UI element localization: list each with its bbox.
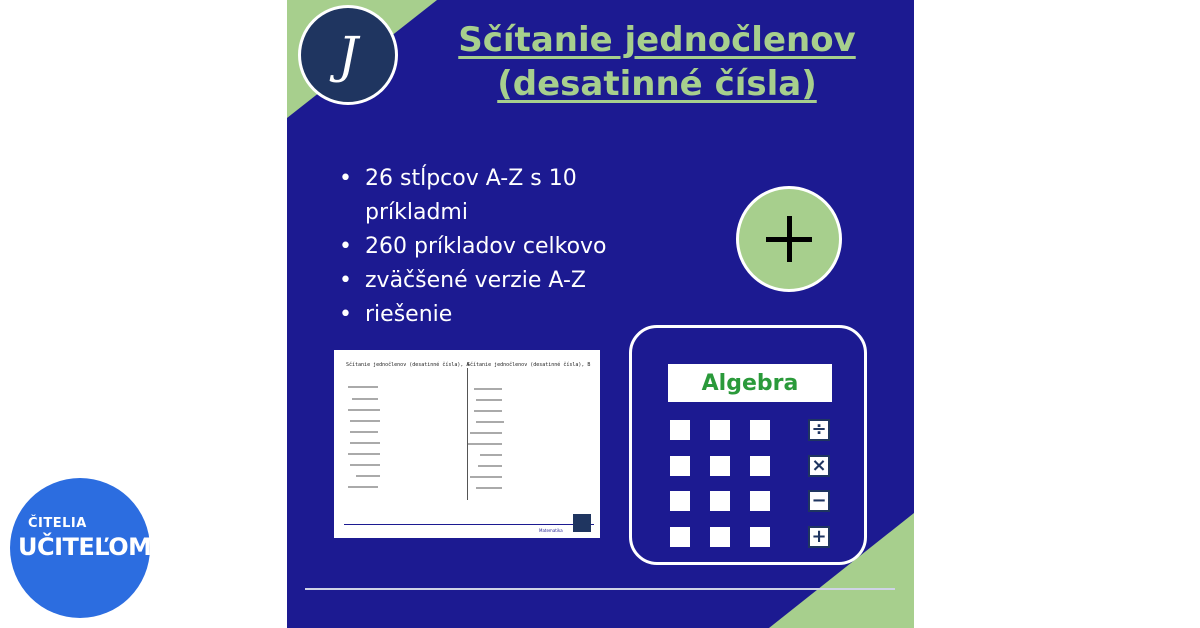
feature-item: • zväčšené verzie A-Z — [337, 264, 627, 298]
worksheet-preview — [334, 350, 600, 538]
feature-list — [337, 162, 627, 332]
calculator-icon — [573, 514, 591, 532]
multiply-icon: × — [808, 455, 830, 477]
preview-divider — [467, 368, 468, 500]
calculator-key — [710, 420, 730, 440]
calculator-key — [710, 527, 730, 547]
calculator-key — [750, 456, 770, 476]
calculator-key — [750, 420, 770, 440]
title-line-1: Sčítanie jednočlenov — [458, 20, 856, 60]
letter-badge — [298, 5, 398, 105]
logo-line-2: UČITEĽOM.SK — [18, 533, 196, 561]
minus-icon: − — [808, 490, 830, 512]
calculator-key — [670, 420, 690, 440]
calculator-key — [710, 491, 730, 511]
title-line-2: (desatinné čísla) — [497, 64, 817, 104]
feature-item: • riešenie — [337, 298, 627, 332]
calculator-key — [670, 527, 690, 547]
plus-icon — [736, 186, 842, 292]
preview-title-b: Sčítanie jednočlenov (desatinné čísla), B — [467, 362, 591, 368]
bottom-divider — [305, 588, 895, 590]
calculator-key — [710, 456, 730, 476]
calculator-key — [670, 491, 690, 511]
calculator-key — [750, 491, 770, 511]
divide-icon: ÷ — [808, 419, 830, 441]
preview-footer-line — [344, 524, 594, 525]
calculator-key — [670, 456, 690, 476]
calculator-key — [750, 527, 770, 547]
preview-title-a: Sčítanie jednočlenov (desatinné čísla), A — [346, 362, 470, 368]
brand-logo — [10, 478, 196, 618]
logo-line-1: ČITELIA — [28, 516, 87, 531]
feature-item: • 26 stĺpcov A-Z s 10 príkladmi — [337, 162, 627, 230]
badge-letter: J — [337, 26, 359, 84]
promo-card — [287, 0, 914, 628]
preview-footer-text: Matematika — [539, 528, 563, 533]
plus-key-icon: + — [808, 526, 830, 548]
calculator-screen: Algebra — [668, 364, 832, 402]
page-title — [437, 18, 877, 106]
feature-item: • 260 príkladov celkovo — [337, 230, 627, 264]
calculator-illustration — [629, 325, 867, 565]
